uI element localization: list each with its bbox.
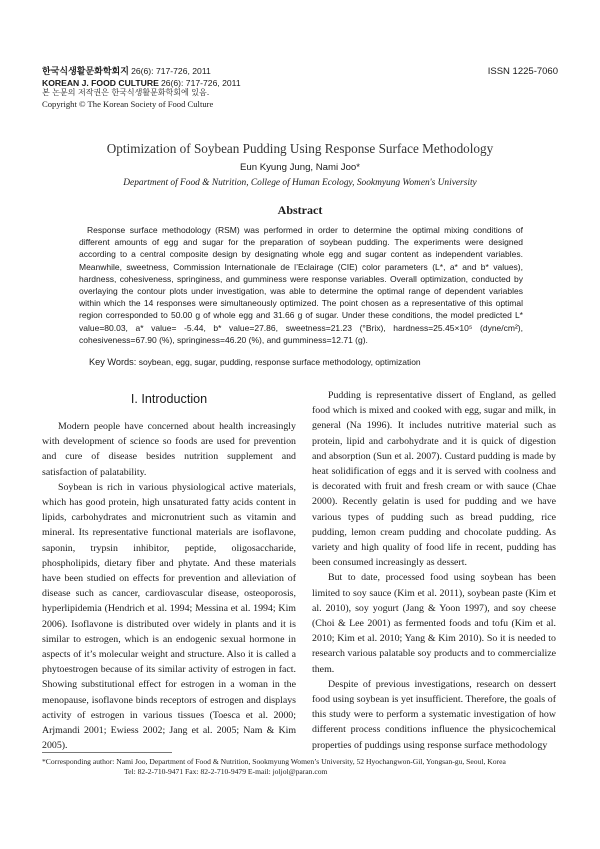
footnote [42, 757, 562, 777]
body-column-right [312, 388, 556, 753]
journal-volume-en: 26(6): 717-726, 2011 [160, 77, 241, 88]
paper-authors: Eun Kyung Jung, Nami Joo* [240, 162, 360, 173]
paragraph: But to date, processed food using soybean has been limited to soy sauce (Kim et al. 2011), soybean paste (Kim et al. 2010), soy yogurt (Jang & Yoon 1997), and soy cheese (Choi & Lee 2001) as fermented foods and tofu (Kim et al. 2010; Kim et al. 2010; Yang & Kim 2010). So it is needed to research various palatable soy products and to commercialize them. [312, 572, 556, 675]
journal-line-en [42, 78, 241, 89]
journal-name-en: KOREAN J. FOOD CULTURE [42, 77, 159, 88]
copyright-kr: 본 논문의 저작권은 한국식생활문화학회에 있음. [42, 88, 210, 98]
footnote-corresponding: *Corresponding author: Nami Joo, Department of Food & Nutrition, Sookmyung Women’s University, 52 Hyochangwon-Gil, Yongsan-gu, Seoul, Korea [42, 757, 506, 766]
keywords-list: soybean, egg, sugar, pudding, response surface methodology, optimization [138, 357, 421, 367]
paper-affiliation: Department of Food & Nutrition, College of Human Ecology, Sookmyung Women's University [123, 178, 477, 188]
footnote-divider [42, 752, 172, 753]
issn: ISSN 1225-7060 [487, 66, 558, 77]
paper-title: Optimization of Soybean Pudding Using Response Surface Methodology [106, 141, 494, 156]
section-title: I. Introduction [130, 392, 208, 406]
body-column-left [42, 419, 296, 753]
paragraph: Despite of previous investigations, research on dessert food using soybean is yet insufficient. Therefore, the goals of this study were to perform a systematic investigation of how different process conditions influence the physicochemical properties of puddings using response surface methodology [312, 678, 556, 751]
copyright-en: Copyright © The Korean Society of Food Culture [42, 98, 214, 109]
journal-name-kr: 한국식생활문화학회지 [42, 67, 129, 77]
journal-header [42, 66, 241, 109]
footnote-contact: Tel: 82-2-710-9471 Fax: 82-2-710-9479 E-mail: joljol@paran.com [124, 767, 328, 776]
journal-line-kr [42, 66, 241, 78]
abstract-text: Response surface methodology (RSM) was performed in order to determine the optimal mixing conditions of different amounts of egg and sugar for the preparation of soybean pudding. The experiments were designed according to a central composite design by designating whole egg and sugar content as independent variables. Meanwhile, sweetness, Commission Internationale de l’Eclairage (CIE) color parameters (L*, a* and b* values), hardness, cohesiveness, springiness, and gumminess were response variables. Overall optimization, conducted by overlaying the contour plots under investigation, was able to determine the optimal range of dependent variables within which the 14 responses were simultaneously optimized. The point chosen as a representative of this optimal region corresponded to 50.00 g of whole egg and 31.66 g of sugar. Under these conditions, the model predicted L* value=80.03, a* value= -5.44, b* value=27.86, sweetness=21.23 (°Brix), hardness=25.45×10⁵ (dyne/cm²), cohesiveness=67.90 (%), springiness=46.20 (%), and gumminess=12.71 (g). [79, 225, 523, 345]
keywords-label: Key Words: [89, 357, 137, 367]
paragraph: Soybean is rich in various physiological active materials, which has good protein, high unsaturated fatty acids content in lipids, carbohydrates and micronutrient such as vitamin and mineral. Its representative functional materials are isoflavone, saponin, trypsin inhibitor, peptide, oligosaccharide, phospholipids, dietary fiber and phytate. And these materials have been studied on effects for prevention and alleviation of disease such as cancer, cardiovascular disease, osteoporosis, hyperlipidemia (Hendrich et al. 1994; Messina et al. 1994; Kim 2006). Isoflavone is distributed over widely in plants and it is similar to estrogen, which is an endogenic sexual hormone in aspects of it’s molecular weight and structure. Also it is called a phytoestrogen because of its similar activity of estrogen in fact. Showing substitutional effect for estrogen in a woman in the menopause, isoflavone binds receptors of estrogen and displays activity of estrogen in various tissues (Toesca et al. 2000; Arjmandi 2001; Ewiess 2002; Jang et al. 2005; Nam & Kim 2005). [42, 481, 296, 752]
paragraph: Pudding is representative dissert of England, as gelled food which is mixed and cooked with egg, sugar and milk, in general (Na 1996). It includes nutritive material such as protein, lipid and carbohydrate and it is quick of digestion and absorption (Sun et al. 2007). Custard pudding is made by heat solidification of eggs and it is served with coolness and is decorated with fruit and fresh cream or with sauce (Chae 2000). Recently gelatin is used for pudding and we have various types of pudding such as bread pudding, rice pudding, lemon cream pudding and chocolate pudding. As variety and high quality of food life in recent, pudding has been consumed increasingly as dessert. [312, 390, 556, 569]
paragraph: Modern people have concerned about health increasingly with development of science so foods are used for prevention and cure of disease besides nutrition supplement and satisfaction of palatability. [42, 421, 296, 478]
journal-volume-kr: 26(6): 717-726, 2011 [131, 66, 211, 76]
abstract-heading: Abstract [277, 203, 323, 217]
keywords [89, 357, 529, 367]
